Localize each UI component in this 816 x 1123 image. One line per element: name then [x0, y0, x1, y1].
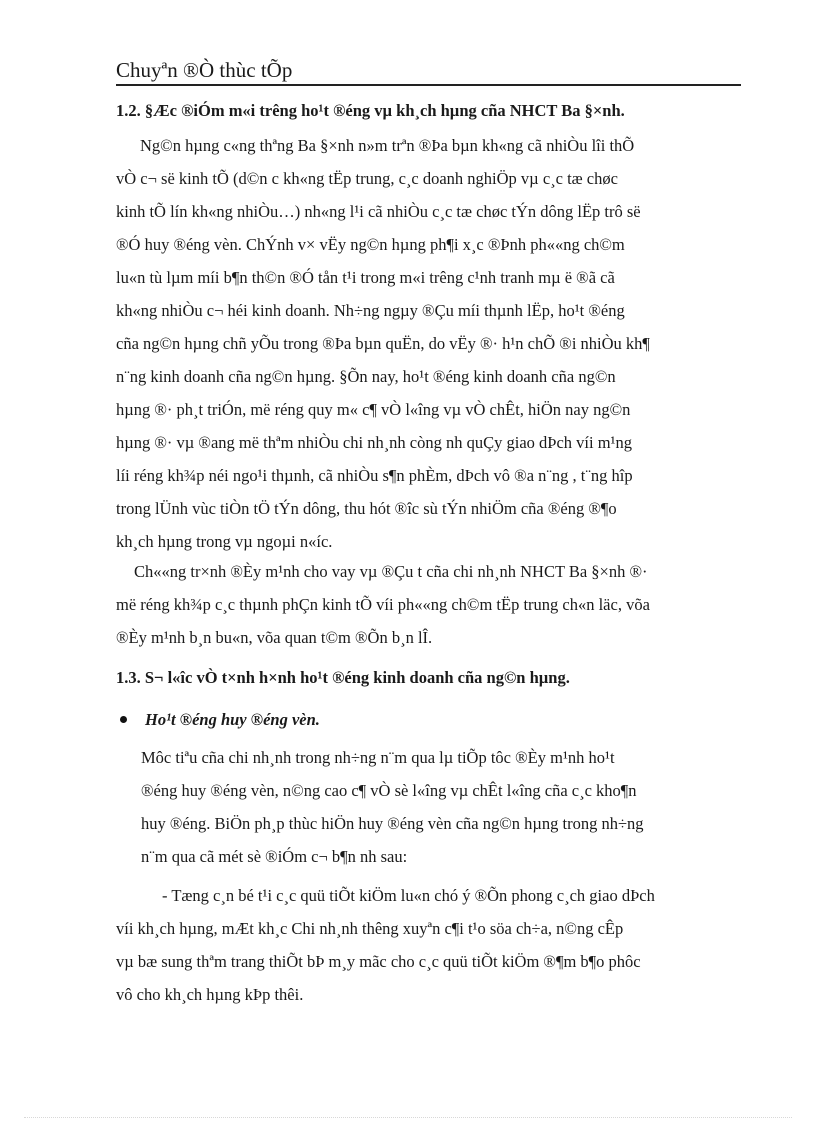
heading-text: 1.2. §Æc ®iÓm m«i trêng ho¹t ®éng vµ kh¸ch hµng cña NHCT Ba §×nh. [116, 101, 625, 120]
paragraph-line: lu«n tù lµm míi b¶n th©n ®Ó tån t¹i trong m«i trêng c¹nh tranh mµ ë ®ã cã [116, 268, 615, 287]
section-heading-1-3 [116, 661, 740, 694]
paragraph-line: vÒ c¬ së kinh tÕ (d©n c kh«ng tËp trung, c¸c doanh nghiÖp vµ c¸c tæ chøc [116, 169, 618, 188]
header-rule [116, 84, 741, 86]
paragraph-line: hµng ®· ph¸t triÓn, më réng quy m« c¶ vÒ l«îng vµ vÒ chÊt, hiÖn nay ng©n [116, 400, 631, 419]
paragraph-line: n¨m qua cã mét sè ®iÓm c¬ b¶n nh sau: [141, 847, 408, 866]
paragraph-line: Ch««ng tr×nh ®Èy m¹nh cho vay vµ ®Çu t cña chi nh¸nh NHCT Ba §×nh ®· [134, 562, 648, 581]
paragraph-line: kh«ng nhiÒu c¬ héi kinh doanh. Nh÷ng ngµy ®Çu míi thµnh lËp, ho¹t ®éng [116, 301, 625, 320]
section-heading-1-2 [116, 94, 740, 127]
paragraph-line: Ng©n hµng c«ng thªng Ba §×nh n»m trªn ®Þa bµn kh«ng cã nhiÒu lîi thÕ [140, 136, 635, 155]
paragraph-line: huy ®éng. BiÖn ph¸p thùc hiÖn huy ®éng vèn cña ng©n hµng trong nh÷ng [141, 814, 644, 833]
paragraph-line: ®Èy m¹nh b¸n bu«n, võa quan t©m ®Õn b¸n lÎ. [116, 628, 433, 647]
paragraph-line: Môc tiªu cña chi nh¸nh trong nh÷ng n¨m qua lµ tiÕp tôc ®Èy m¹nh ho¹t [141, 748, 615, 767]
paragraph-line: ®Ó huy ®éng vèn. ChÝnh v× vËy ng©n hµng ph¶i x¸c ®Þnh ph««ng ch©m [116, 235, 625, 254]
paragraph-1 [116, 129, 740, 558]
paragraph-line: më réng kh¾p c¸c thµnh phÇn kinh tÕ víi ph««ng ch©m tËp trung ch«n läc, võa [116, 595, 650, 614]
paragraph-line: vô cho kh¸ch hµng kÞp thêi. [116, 985, 304, 1004]
paragraph-3 [141, 741, 740, 873]
paragraph-line: kh¸ch hµng trong vµ ngoµi n«íc. [116, 532, 333, 551]
page-header-title: Chuyªn ®Ò thùc tÕp [116, 58, 293, 82]
paragraph-2 [116, 555, 740, 654]
paragraph-line: hµng ®· vµ ®ang më thªm nhiÒu chi nh¸nh còng nh quÇy giao dÞch víi m¹ng [116, 433, 632, 452]
paragraph-line: líi réng kh¾p néi ngo¹i thµnh, cã nhiÒu s¶n phÈm, dÞch vô ®a n¨ng , t¨ng hîp [116, 466, 633, 485]
bullet-dot-icon [120, 716, 127, 723]
paragraph-line: n¨ng kinh doanh cña ng©n hµng. §Õn nay, ho¹t ®éng kinh doanh cña ng©n [116, 367, 616, 386]
footer-divider [24, 1117, 792, 1118]
bullet-item [116, 705, 740, 735]
paragraph-4 [116, 879, 740, 1011]
paragraph-line: cña ng©n hµng chñ yÕu trong ®Þa bµn quËn, do vËy ®· h¹n chÕ ®i nhiÒu kh¶ [116, 334, 650, 353]
bullet-text: Ho¹t ®éng huy ®éng vèn. [145, 710, 320, 729]
paragraph-line: trong lÜnh vùc tiÒn tÖ tÝn dông, thu hót ®îc sù tÝn nhiÖm cña ®éng ®¶o [116, 499, 617, 518]
paragraph-line: - Tæng c¸n bé t¹i c¸c quü tiÕt kiÖm lu«n chó ý ®Õn phong c¸ch giao dÞch [162, 886, 655, 905]
heading-text: 1.3. S¬ l«îc vÒ t×nh h×nh ho¹t ®éng kinh doanh cña ng©n hµng. [116, 668, 570, 687]
paragraph-line: ®éng huy ®éng vèn, n©ng cao c¶ vÒ sè l«îng vµ chÊt l«îng cña c¸c kho¶n [141, 781, 637, 800]
paragraph-line: víi kh¸ch hµng, mÆt kh¸c Chi nh¸nh thêng xuyªn c¶i t¹o söa ch÷a, n©ng cÊp [116, 919, 624, 938]
paragraph-line: kinh tÕ lín kh«ng nhiÒu…) nh«ng l¹i cã nhiÒu c¸c tæ chøc tÝn dông lËp trô së [116, 202, 641, 221]
paragraph-line: vµ bæ sung thªm trang thiÕt bÞ m¸y mãc cho c¸c quü tiÕt kiÖm ®¶m b¶o phôc [116, 952, 641, 971]
